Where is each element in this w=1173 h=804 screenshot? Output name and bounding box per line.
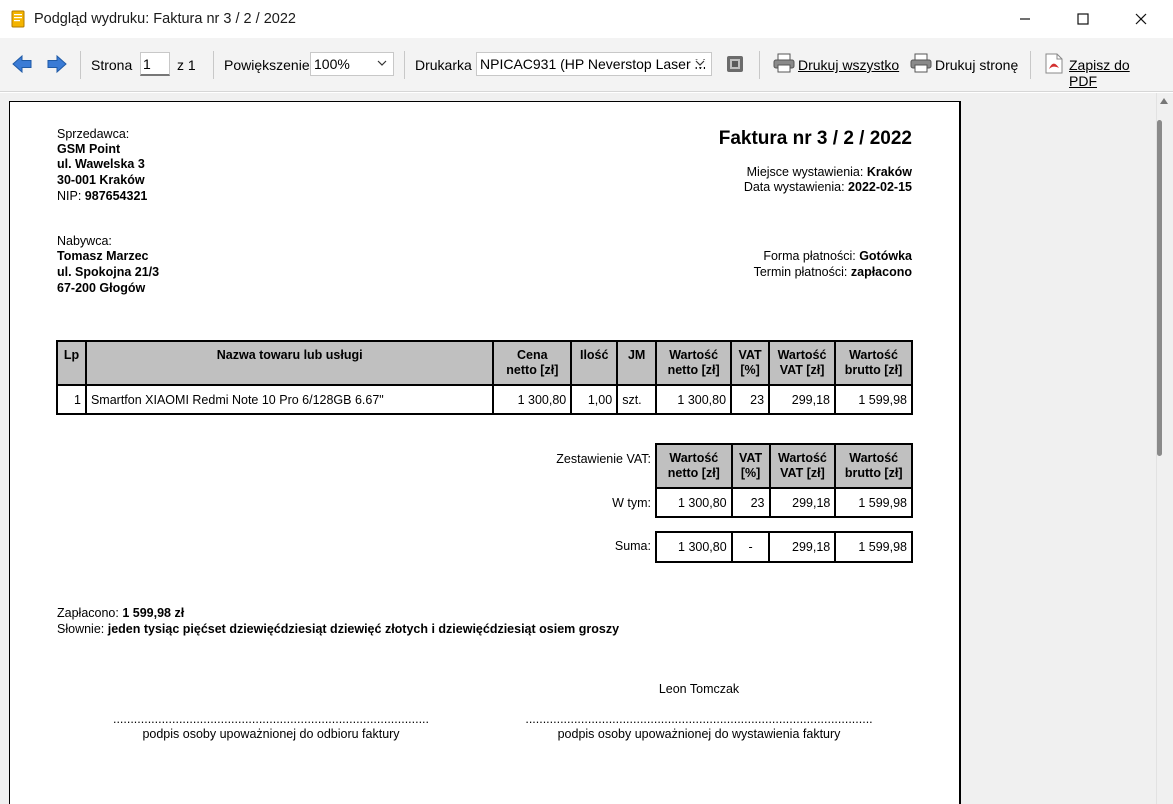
seller-nip-value: 987654321 [84,189,148,203]
header-price [493,341,571,385]
header-vat-value [769,341,835,385]
payment-form-label: Forma płatności: [763,249,856,263]
printer-value: NPICAC931 (HP Neverstop Laser M [480,56,707,72]
header-vat-line1: VAT [738,347,762,362]
vat-summary-header-row [656,444,912,488]
issue-date-value: 2022-02-15 [848,180,912,194]
header-gross [835,341,912,385]
vat-header-value-line1: Wartość [778,450,827,465]
seller-nip [57,189,147,205]
vat-header-net [656,444,732,488]
save-pdf-label [1069,57,1160,89]
vat-header-net-line2: netto [zł] [667,466,720,480]
payment-term-label: Termin płatności: [753,265,848,279]
toolbar-separator [213,51,214,79]
printer-icon [773,53,795,73]
paid-value: 1 599,98 zł [122,606,185,620]
previous-page-icon[interactable] [11,54,33,74]
printer-settings-icon[interactable] [726,55,744,73]
buyer-label: Nabywca: [57,234,112,248]
paid-amount [57,606,184,622]
header-gross-line1: Wartość [849,347,898,362]
seller-label: Sprzedawca: [57,127,130,141]
zoom-label: Powiększenie [224,57,310,73]
issue-date-label: Data wystawienia: [743,180,845,194]
buyer-city: 67-200 Głogów [57,281,146,295]
header-price-line1: Cena [517,347,548,362]
header-vat-value-line1: Wartość [777,347,827,362]
toolbar-separator [759,51,760,79]
toolbar [0,38,1173,92]
sum-vat-value: 299,18 [769,532,835,562]
chevron-down-icon [377,60,387,67]
buyer-street: ul. Spokojna 21/3 [57,265,160,279]
vat-header-gross [835,444,912,488]
header-qty: Ilość [571,341,617,385]
printer-icon [910,53,932,73]
app-icon [11,10,25,28]
sum-net: 1 300,80 [656,532,732,562]
issue-place-value: Kraków [866,165,912,179]
payment-term [754,265,912,281]
print-page-label: Drukuj stronę [935,57,1019,73]
minimize-button[interactable] [1002,0,1048,38]
page-label: Strona [91,57,133,73]
issue-place [747,165,912,181]
issue-date [744,180,912,196]
signature-issuer-caption: podpis osoby upoważnionej do wystawienia faktury [557,727,841,741]
item-vat-value: 299,18 [769,385,835,414]
window-title: Podgląd wydruku: Faktura nr 3 / 2 / 2022 [34,11,296,27]
seller-city: 30-001 Kraków [57,173,145,187]
header-gross-line2: brutto [zł] [844,363,903,377]
toolbar-separator [1030,51,1031,79]
next-page-icon[interactable] [46,54,68,74]
payment-form [763,249,912,265]
printer-select[interactable] [476,52,712,76]
vat-summary-label: Zestawienie VAT: [556,452,651,466]
header-name: Nazwa towaru lub usługi [86,341,493,385]
header-lp: Lp [57,341,86,385]
vat-header-gross-line1: Wartość [849,450,899,465]
paid-label: Zapłacono: [57,606,119,620]
item-net: 1 300,80 [656,385,731,414]
save-pdf-text: Zapisz do PDF [1069,57,1130,89]
toolbar-separator [80,51,81,79]
in-which-label: W tym: [612,496,651,510]
issue-place-label: Miejsce wystawienia: [746,165,864,179]
header-vat [731,341,769,385]
vat-header-value-line2: VAT [zł] [780,466,825,480]
header-net-line1: Wartość [669,347,719,362]
header-net [656,341,731,385]
toolbar-separator [404,51,405,79]
in-which-vat: 23 [732,488,770,517]
in-which-net: 1 300,80 [656,488,732,517]
vat-summary-table [655,443,913,518]
vat-header-rate [732,444,770,488]
zoom-select[interactable] [310,52,394,76]
issuer-name: Leon Tomczak [658,682,740,696]
buyer-name: Tomasz Marzec [57,249,149,263]
item-price: 1 300,80 [493,385,571,414]
vat-header-net-line1: Wartość [669,450,719,465]
pdf-icon [1045,53,1063,74]
table-row [57,385,912,414]
sum-label: Suma: [614,539,651,553]
title-bar [0,0,1173,38]
header-unit: JM [617,341,656,385]
scroll-up-icon[interactable] [1160,98,1168,104]
signature-line-receiver: ........................................................................................... [112,712,430,726]
signature-line-issuer: .................................................................................................... [525,712,873,726]
item-unit: szt. [617,385,656,414]
payment-term-value: zapłacono [850,265,912,279]
close-button[interactable] [1118,0,1164,38]
print-all-text: Drukuj wszystko [798,57,900,73]
page-total: z 1 [177,57,196,73]
vat-header-gross-line2: brutto [zł] [844,466,903,480]
header-net-line2: netto [zł] [667,363,720,377]
vat-header-rate-line1: VAT [738,450,763,465]
sum-table [655,531,913,563]
chevron-down-icon [695,60,705,67]
seller-name: GSM Point [57,142,121,156]
payment-form-value: Gotówka [859,249,912,263]
vat-header-value [770,444,836,488]
sum-gross: 1 599,98 [835,532,912,562]
seller-nip-label: NIP: [57,189,82,203]
item-lp: 1 [57,385,86,414]
scrollbar-thumb[interactable] [1157,120,1162,456]
print-all-label [798,57,899,73]
sum-vat: - [732,532,770,562]
in-which-vat-value: 299,18 [770,488,836,517]
vat-header-rate-line2: [%] [740,466,761,480]
print-all-button[interactable] [773,52,903,76]
maximize-button[interactable] [1060,0,1106,38]
minimize-icon [1019,13,1031,25]
item-name: Smartfon XIAOMI Redmi Note 10 Pro 6/128GB 6.67" [86,385,493,414]
amount-in-words [57,622,619,638]
maximize-icon [1077,13,1089,25]
save-pdf-button[interactable] [1045,52,1160,89]
seller-street: ul. Wawelska 3 [57,157,145,171]
signature-receiver-caption: podpis osoby upoważnionej do odbioru faktury [142,727,400,741]
item-gross: 1 599,98 [835,385,912,414]
page-number-input[interactable]: 1 [140,52,170,76]
close-icon [1135,13,1147,25]
header-vat-value-line2: VAT [zł] [779,363,825,377]
words-label: Słownie: [57,622,105,636]
items-table [56,340,913,415]
words-value: jeden tysiąc pięćset dziewięćdziesiąt dziewięć złotych i dziewięćdziesiąt osiem groszy [107,622,620,636]
table-row [656,532,912,562]
zoom-value: 100% [314,56,350,72]
table-row [656,488,912,517]
header-price-line2: netto [zł] [506,363,559,377]
items-header-row [57,341,912,385]
invoice-title: Faktura nr 3 / 2 / 2022 [718,128,912,149]
item-vat: 23 [731,385,769,414]
header-vat-line2: [%] [740,363,760,377]
item-qty: 1,00 [571,385,617,414]
print-page-button[interactable] [910,52,1022,76]
printer-label: Drukarka [415,57,472,73]
in-which-gross: 1 599,98 [835,488,912,517]
